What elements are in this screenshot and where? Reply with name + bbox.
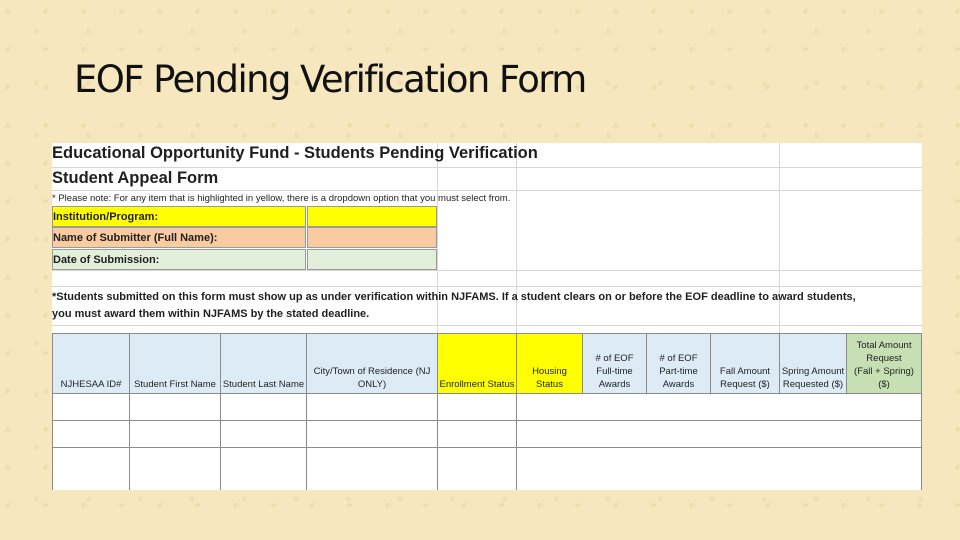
column-header-full-time-awards: # of EOF Full-time Awards: [582, 333, 647, 394]
table-cell[interactable]: [220, 447, 307, 490]
gridline: [52, 286, 922, 287]
form-heading: Educational Opportunity Fund - Students Pending Verification: [52, 144, 538, 162]
gridline: [52, 270, 922, 271]
table-cell[interactable]: [52, 420, 130, 448]
column-header-fall-amount: Fall Amount Request ($): [710, 333, 780, 394]
table-cell[interactable]: [220, 393, 307, 421]
column-header-enrollment-status: Enrollment Status: [437, 333, 517, 394]
column-header-first-name: Student First Name: [129, 333, 221, 394]
gridline: [52, 167, 922, 168]
table-cell[interactable]: [437, 447, 517, 490]
column-header-last-name: Student Last Name: [220, 333, 307, 394]
table-cell[interactable]: [220, 420, 307, 448]
form-subheading: Student Appeal Form: [52, 169, 219, 187]
form-note: * Please note: For any item that is highlighted in yellow, there is a dropdown option that you must select from.: [52, 193, 511, 204]
table-cell[interactable]: [52, 393, 130, 421]
column-header-spring-amount: Spring Amount Requested ($): [779, 333, 847, 394]
deadline-warning: [52, 289, 856, 323]
gridline: [52, 325, 922, 326]
column-header-part-time-awards: # of EOF Part-time Awards: [646, 333, 711, 394]
institution-label: Institution/Program:: [52, 206, 306, 227]
table-cell[interactable]: [516, 393, 922, 421]
gridline: [52, 190, 922, 191]
column-header-housing-status: Housing Status: [516, 333, 583, 394]
table-cell[interactable]: [52, 447, 130, 490]
column-header-city-town: City/Town of Residence (NJ ONLY): [306, 333, 438, 394]
table-cell[interactable]: [516, 447, 922, 490]
deadline-warning-line-1: *Students submitted on this form must show up as under verification within NJFAMS. If a student clears on or before the EOF deadline to award students,: [52, 291, 856, 303]
spreadsheet-area: [52, 143, 922, 490]
table-cell[interactable]: [306, 393, 438, 421]
column-header-total-amount: Total Amount Request (Fall + Spring) ($): [846, 333, 922, 394]
submission-date-input[interactable]: [307, 249, 437, 270]
table-cell[interactable]: [516, 420, 922, 448]
table-cell[interactable]: [129, 420, 221, 448]
table-cell[interactable]: [129, 393, 221, 421]
table-cell[interactable]: [437, 420, 517, 448]
column-header-njhesaa-id: NJHESAA ID#: [52, 333, 130, 394]
submitter-name-input[interactable]: [307, 227, 437, 248]
table-cell[interactable]: [306, 420, 438, 448]
submitter-name-label: Name of Submitter (Full Name):: [52, 227, 306, 248]
institution-input[interactable]: [307, 206, 437, 227]
table-cell[interactable]: [437, 393, 517, 421]
table-cell[interactable]: [129, 447, 221, 490]
deadline-warning-line-2: you must award them within NJFAMS by the stated deadline.: [52, 308, 370, 320]
slide-title: EOF Pending Verification Form: [74, 58, 586, 101]
submission-date-label: Date of Submission:: [52, 249, 306, 270]
table-cell[interactable]: [306, 447, 438, 490]
